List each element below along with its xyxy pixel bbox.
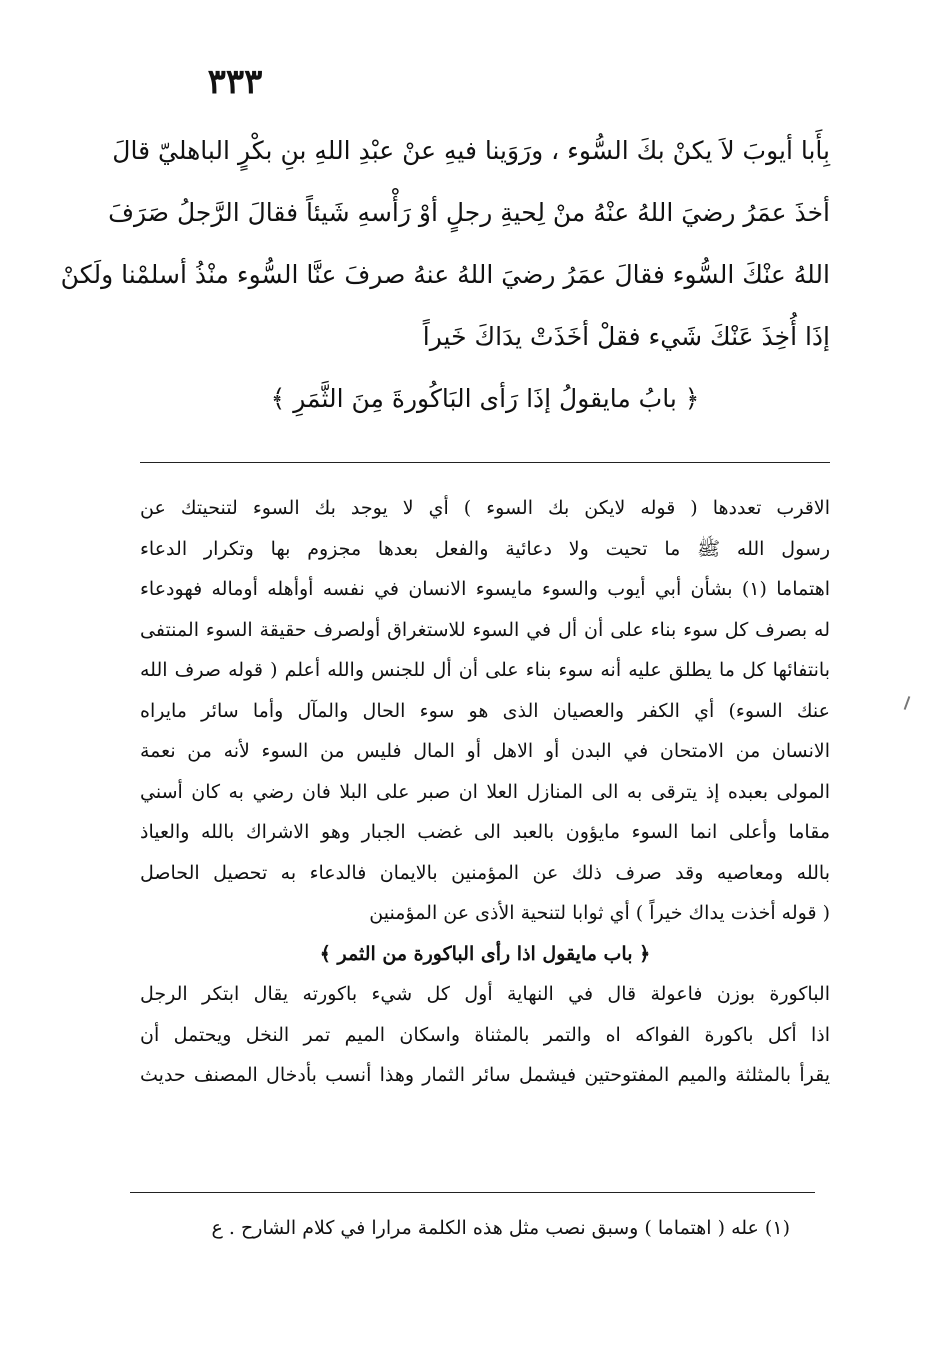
commentary-chapter-heading: ﴿ باب مايقول اذا رأى الباكورة من الثمر ﴾ [319, 942, 651, 965]
separator-line [140, 462, 830, 463]
commentary-line: يقرأ بالمثلثة والميم المفتوحتين فيشمل سائر الثمار وهذا أنسب بأدخال المصنف حديث [140, 1064, 830, 1086]
footnote: (١) عله ( اهتماما ) وسبق نصب مثل هذه الكلمة مرارا في كلام الشارح . ع [211, 1217, 790, 1239]
commentary-line: الباكورة بوزن فاعولة قال في النهاية أول كل شيء باكورته يقال ابتكر الرجل [140, 983, 830, 1005]
commentary-line: عنك السوء) أي الكفر والعصيان الذى هو سوء الحال والمآل وأما سائر مايراه [140, 699, 830, 722]
margin-mark [904, 696, 911, 710]
main-text-line: أخذَ عمَرُ رضيَ اللهُ عنْهُ منْ لِحيةِ رجلٍ أوْ رَأْسهِ شَيئاً فقالَ الرَّجلُ صَرَفَ [108, 198, 830, 227]
commentary-line: له بصرف كل سوء بناء على أن أل في السوء للاستغراق أولصرف حقيقة السوء المنتفى [140, 618, 830, 641]
main-text-line: إذَا أُخِذَ عَنْكَ شَيء فقلْ أخَذَتْ يدَاكَ خَيراً [422, 322, 830, 351]
commentary-line: اذا أكل باكورة الفواكه اه والتمر بالمثناة واسكان الميم تمر النخل ويحتمل أن [140, 1023, 830, 1046]
main-text-line: اللهُ عنْكَ السُّوء فقالَ عمَرُ رضيَ اللهُ عنهُ صرفَ عنَّا السُّوء منْذُ أسلمْنا ولَكنْ [60, 260, 830, 289]
commentary-line: بانتفائها كل ما يطلق عليه أنه سوء بناء على أن أل للجنس والله أعلم ( قوله صرف الله [140, 659, 830, 681]
commentary-line: مقاما وأعلى انما السوء مايؤون بالعبد الى غضب الجبار وهو الاشراك بالله والعياذ [140, 821, 830, 843]
commentary-text [140, 488, 830, 1096]
commentary-line: الانسان من الامتحان في البدن أو الاهل أو المال فليس من السوء لأنه من نعمة [140, 740, 830, 762]
commentary-line: بالله ومعاصيه وقد صرف ذلك عن المؤمنين بالايمان فالدعاء به تحصيل الحاصل [140, 861, 830, 884]
main-text [60, 120, 830, 430]
main-text-line: بِأَبا أيوبَ لاَ يكنْ بكَ السُّوء ، ورَوَينا فيهِ عنْ عبْدِ اللهِ بنِ بكْرٍ الباهليّ قالَ [112, 136, 830, 165]
chapter-heading: ﴿ بابُ مايقولُ إذَا رَأى البَاكُورةَ مِنَ الثَّمَرِ ﴾ [270, 384, 700, 413]
commentary-line: رسول الله ﷺ ما تحيت ولا دعائية والفعل بعدها مجزوم بها وتكرار الدعاء [140, 537, 830, 560]
commentary-line: الاقرب تعددها ( قوله لايكن بك السوء ) أي لا يوجد بك السوء لتنحيتك عن [140, 497, 830, 519]
page-number: ٣٣٣ [207, 62, 263, 102]
commentary-line: المولى بعبده إذ يترقى به الى المنازل العلا ان صبر على البلا فان رضي به كان أسني [140, 780, 830, 803]
commentary-line: ( قوله أخذت يداك خيراً ) أي ثوابا لتنحية الأذى عن المؤمنين [369, 902, 830, 924]
commentary-line: اهتماما (١) بشأن أبي أيوب والسوء مايسوء الانسان في نفسه أوأهله أوماله فهودعاء [140, 578, 830, 600]
footnote-separator [130, 1192, 815, 1193]
